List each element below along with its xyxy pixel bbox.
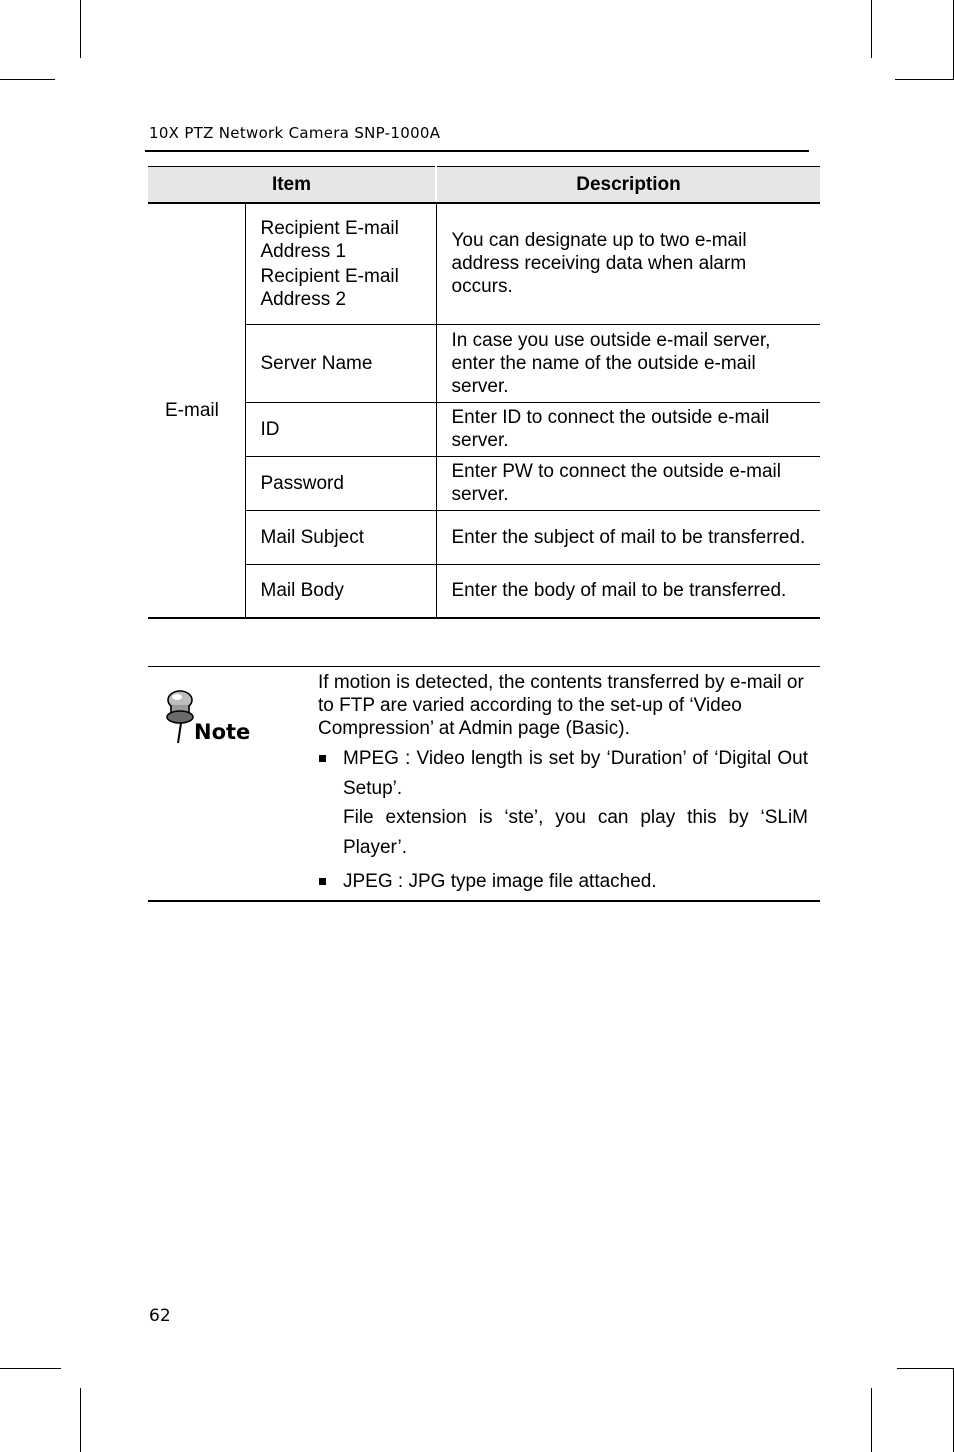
header-item: Item	[148, 167, 436, 204]
note-top-rule	[148, 666, 820, 667]
header-rule	[145, 150, 809, 152]
table-row	[148, 324, 820, 402]
crop-mark	[80, 0, 81, 58]
note-label: Note	[194, 720, 251, 744]
table-row	[148, 203, 820, 324]
list-item-text: JPEG : JPG type image file attached.	[343, 871, 657, 892]
item-cell: Server Name	[245, 324, 436, 402]
list-item-text: File extension is ‘ste’, you can play this by ‘SLiM Player’.	[343, 807, 808, 858]
item-cell: Password	[245, 456, 436, 510]
description-cell: Enter PW to connect the outside e-mail server.	[436, 456, 820, 510]
table-row	[148, 456, 820, 510]
description-cell: Enter the subject of mail to be transferred.	[436, 510, 820, 564]
item-line: Recipient E-mail Address 2	[260, 265, 399, 310]
table-header-row	[148, 167, 820, 204]
crop-mark	[895, 79, 954, 80]
description-cell: Enter the body of mail to be transferred.	[436, 564, 820, 618]
item-line: Recipient E-mail Address 1	[260, 217, 399, 262]
crop-mark	[871, 0, 872, 58]
crop-mark	[897, 1368, 954, 1369]
table-row	[148, 402, 820, 456]
description-cell: Enter ID to connect the outside e-mail server.	[436, 402, 820, 456]
pushpin-icon	[163, 688, 197, 744]
description-cell: You can designate up to two e-mail address receiving data when alarm occurs.	[436, 203, 820, 324]
item-cell: Mail Body	[245, 564, 436, 618]
description-cell: In case you use outside e-mail server, enter the name of the outside e-mail server.	[436, 324, 820, 402]
note-intro: If motion is detected, the contents transferred by e-mail or to FTP are varied according to the set-up of ‘Video Compression’ at Admin page (Basic).	[318, 672, 804, 739]
crop-mark	[0, 79, 55, 80]
group-email: E-mail	[148, 203, 245, 618]
list-item	[318, 744, 808, 862]
document-header: 10X PTZ Network Camera SNP-1000A	[149, 124, 441, 142]
crop-mark	[0, 1368, 61, 1369]
email-settings-table	[148, 166, 820, 619]
page-number: 62	[149, 1306, 171, 1326]
bullet-icon	[319, 755, 326, 762]
header-description: Description	[436, 167, 820, 204]
table-row	[148, 564, 820, 618]
note-bottom-rule	[148, 900, 820, 902]
crop-mark	[871, 1388, 872, 1452]
item-cell: Mail Subject	[245, 510, 436, 564]
list-item-text: MPEG : Video length is set by ‘Duration’ of ‘Digital Out Setup’.	[343, 748, 808, 799]
list-item	[318, 867, 808, 897]
crop-mark	[80, 1388, 81, 1452]
note-body	[318, 671, 808, 897]
note-list	[318, 744, 808, 897]
bullet-icon	[319, 878, 326, 885]
item-cell	[245, 203, 436, 324]
item-cell: ID	[245, 402, 436, 456]
table-row	[148, 510, 820, 564]
